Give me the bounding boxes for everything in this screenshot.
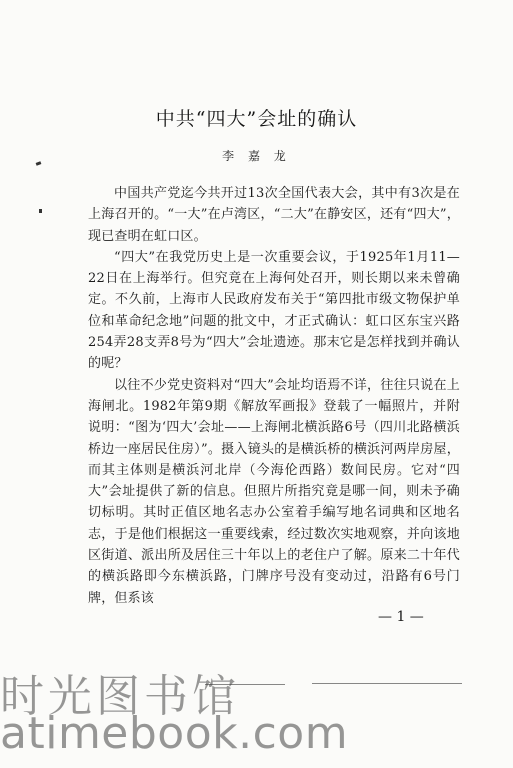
- article-author: 李 嘉 龙: [222, 149, 291, 163]
- scan-speck: [36, 161, 42, 166]
- scan-line: [312, 683, 462, 684]
- article-body: [88, 183, 460, 609]
- page-number: — 1 —: [378, 609, 424, 625]
- body-paragraph-2: “四大”在我党历史上是一次重要会议，于1925年1月11—22日在上海举行。但究竟在上海何处召开，则长期以来未曾确定。不久前，上海市人民政府发布关于“第四批市级文物保护单位和革命纪念地”问题的批文中，才正式确认：虹口区东宝兴路254弄28支弄8号为“四大”会址遗迹。那末它是怎样找到并确认的呢？: [88, 249, 460, 372]
- body-paragraph-3: 以往不少党史资料对“四大”会址均语焉不详，往往只说在上海闸北。1982年第9期《解放军画报》登载了一幅照片，并附说明：“图为‘四大’会址——上海闸北横浜路6号（四川北路横浜桥边一座居民住房）”。摄入镜头的是横浜桥的横浜河两岸房屋，而其主体则是横浜河北岸（今海伦西路）数间民房。它对“四大”会址提供了新的信息。但照片所指究竟是哪一间，则未予确切标明。其时正值区地名志办公室着手编写地名词典和区地名志，于是他们根据这一重要线索，经过数次实地观察，并向该地区街道、派出所及居住三十年以上的老住户了解。原来二十年代的横浜路即今东横浜路，门牌序号没有变动过，沿路有6号门牌，但系该: [88, 377, 460, 606]
- watermark-url: atimebook.com: [0, 708, 349, 759]
- article-title: 中共“四大”会址的确认: [155, 108, 358, 130]
- body-paragraph-1: 中国共产党迄今共开过13次全国代表大会，其中有3次是在上海召开的。“一大”在卢湾区，“二大”在静安区，还有“四大”，现已查明在虹口区。: [88, 186, 460, 244]
- scan-speck: [39, 209, 42, 213]
- watermark-chinese: 时光图书馆: [0, 671, 240, 722]
